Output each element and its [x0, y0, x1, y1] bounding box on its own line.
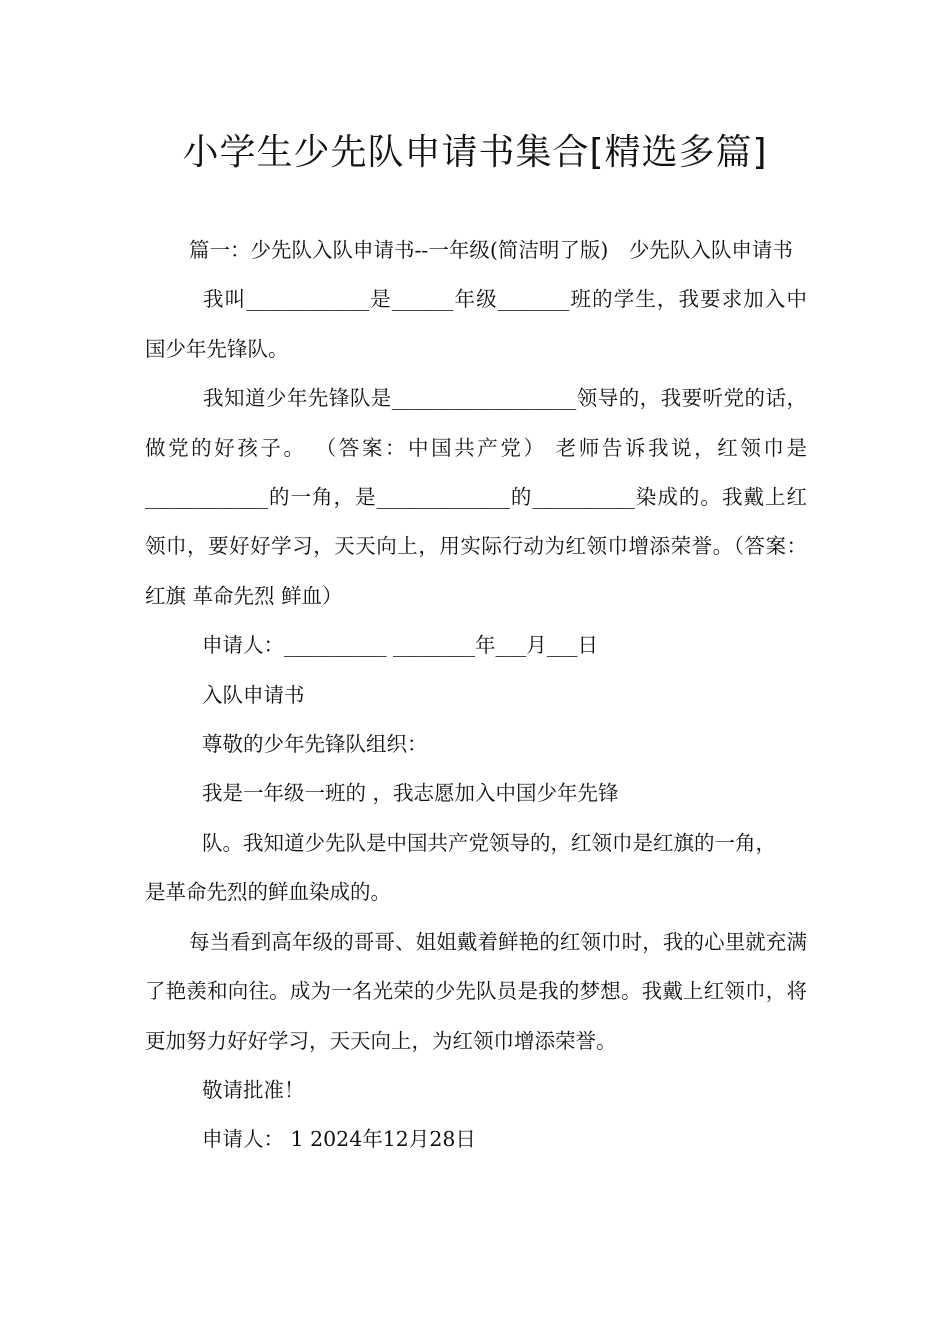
paragraph-subtitle: 入队申请书: [202, 682, 305, 707]
paragraph-applicant-blank: 申请人：__________ ________年___月___日: [202, 633, 599, 658]
paragraph-salutation: 尊敬的少年先锋队组织：: [202, 732, 428, 757]
paragraph-statement-cont: 队。我知道少先队是中国共产党领导的，红领巾是红旗的一角，: [202, 830, 776, 855]
paragraph-heading-one: 篇一：少先队入队申请书--一年级(简洁明了版) 少先队入队申请书: [189, 238, 793, 262]
document-body: [145, 226, 807, 1165]
paragraph-statement-end: 是革命先烈的鲜血染成的。: [145, 880, 391, 905]
paragraph-statement: 我是一年级一班的 ，我志愿加入中国少年先锋: [202, 781, 619, 806]
document-title: 小学生少先队申请书集合[精选多篇]: [182, 132, 768, 173]
paragraph-intro: 我叫____________是______年级_______班的学生，我要求加入中国少年先锋队。: [145, 287, 807, 361]
paragraph-request: 敬请批准！: [202, 1077, 305, 1102]
paragraph-knowledge: 我知道少年先锋队是__________________领导的，我要听党的话，做党的好孩子。 （答案：中国共产党） 老师告诉我说，红领巾是____________的一角，是_____________的__________染成的。我戴上红领巾，要好好学习，天天向上，用实际行动为红领巾增添荣誉。（答案：红旗 革命先烈 鲜血）: [145, 386, 807, 608]
paragraph-signature: 申请人： 1 2024年12月28日: [202, 1127, 476, 1152]
paragraph-aspiration: 每当看到高年级的哥哥、姐姐戴着鲜艳的红领巾时，我的心里就充满了艳羡和向往。成为一名光荣的少先队员是我的梦想。我戴上红领巾，将更加努力好好学习，天天向上，为红领巾增添荣誉。: [145, 929, 807, 1053]
